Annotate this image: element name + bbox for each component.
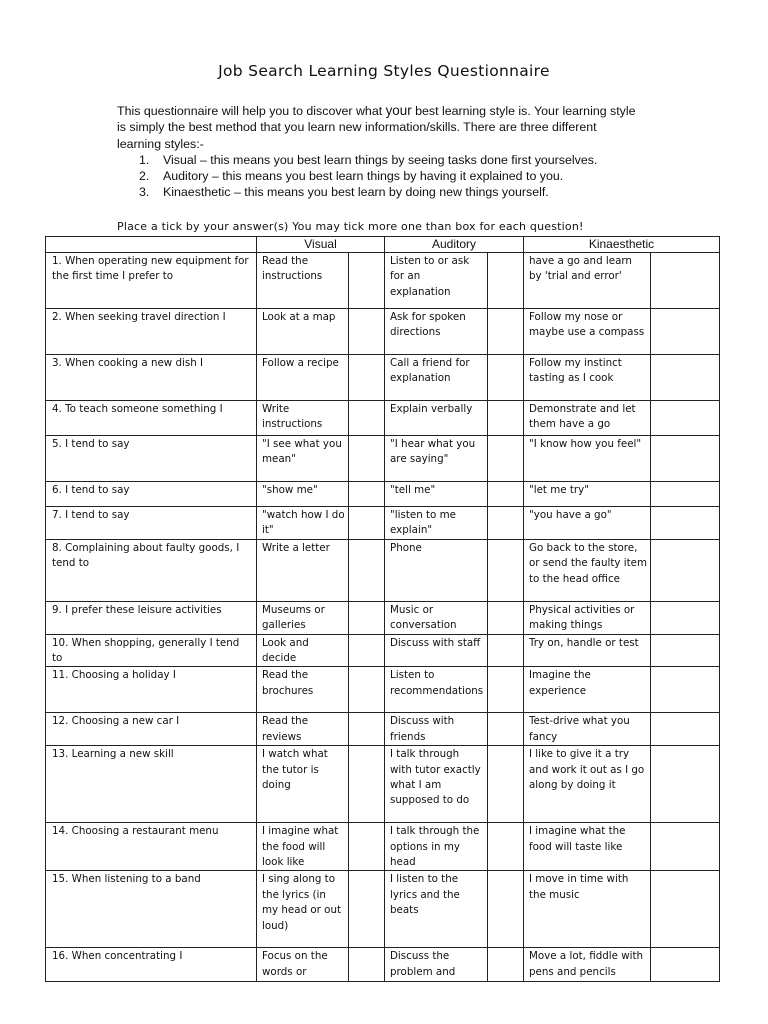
auditory-option: Discuss with friends [385, 713, 488, 746]
question-cell: 10. When shopping, generally I tend to [46, 634, 257, 667]
auditory-option: Listen to or ask for an explanation [385, 253, 488, 309]
visual-tick-box[interactable] [349, 746, 385, 823]
kinaesthetic-tick-box[interactable] [651, 713, 720, 746]
kinaesthetic-tick-box[interactable] [651, 601, 720, 634]
table-row [46, 823, 720, 871]
visual-tick-box[interactable] [349, 253, 385, 309]
kinaesthetic-option: Follow my instinct tasting as I cook [524, 355, 651, 401]
visual-option: Write a letter [257, 539, 349, 601]
header-kinaesthetic: Kinaesthetic [524, 237, 720, 253]
question-cell: 3. When cooking a new dish I [46, 355, 257, 401]
auditory-tick-box[interactable] [488, 601, 524, 634]
table-row [46, 601, 720, 634]
kinaesthetic-tick-box[interactable] [651, 482, 720, 507]
visual-tick-box[interactable] [349, 507, 385, 540]
kinaesthetic-tick-box[interactable] [651, 871, 720, 948]
kinaesthetic-tick-box[interactable] [651, 948, 720, 982]
table-row [46, 401, 720, 436]
intro-text-start: This questionnaire will help you to discover what [117, 104, 386, 118]
auditory-option: Call a friend for explanation [385, 355, 488, 401]
style-item-auditory: 2. Auditory – this means you best learn things by having it explained to you. [139, 168, 564, 183]
table-row [46, 871, 720, 948]
kinaesthetic-option: Move a lot, fiddle with pens and pencils [524, 948, 651, 982]
table-row [46, 482, 720, 507]
auditory-tick-box[interactable] [488, 667, 524, 713]
intro-paragraph [117, 103, 637, 152]
auditory-tick-box[interactable] [488, 634, 524, 667]
style-description: – this means you best learn by doing new things yourself. [230, 184, 549, 199]
kinaesthetic-option: I imagine what the food will taste like [524, 823, 651, 871]
kinaesthetic-option: Physical activities or making things [524, 601, 651, 634]
auditory-tick-box[interactable] [488, 539, 524, 601]
visual-option: "watch how I do it" [257, 507, 349, 540]
auditory-tick-box[interactable] [488, 436, 524, 482]
table-row [46, 539, 720, 601]
visual-option: Read the instructions [257, 253, 349, 309]
kinaesthetic-option: Imagine the experience [524, 667, 651, 713]
auditory-option: Ask for spoken directions [385, 309, 488, 355]
kinaesthetic-option: "let me try" [524, 482, 651, 507]
kinaesthetic-tick-box[interactable] [651, 355, 720, 401]
kinaesthetic-tick-box[interactable] [651, 253, 720, 309]
auditory-option: Explain verbally [385, 401, 488, 436]
kinaesthetic-option: Test-drive what you fancy [524, 713, 651, 746]
auditory-option: "I hear what you are saying" [385, 436, 488, 482]
kinaesthetic-tick-box[interactable] [651, 823, 720, 871]
instruction-text: Place a tick by your answer(s) You may tick more one than box for each question! [117, 220, 584, 233]
learning-styles-list [117, 152, 637, 200]
visual-option: Focus on the words or [257, 948, 349, 982]
question-cell: 13. Learning a new skill [46, 746, 257, 823]
visual-tick-box[interactable] [349, 823, 385, 871]
question-cell: 12. Choosing a new car I [46, 713, 257, 746]
intro-text-end: best learning style is. Your learning style is simply the best method that you learn new information/skills. There are three different learning styles:- [117, 104, 636, 151]
table-row [46, 507, 720, 540]
auditory-tick-box[interactable] [488, 482, 524, 507]
visual-tick-box[interactable] [349, 634, 385, 667]
question-cell: 8. Complaining about faulty goods, I tend to [46, 539, 257, 601]
auditory-option: I talk through with tutor exactly what I am supposed to do [385, 746, 488, 823]
intro-emphasis: your [385, 103, 412, 118]
auditory-tick-box[interactable] [488, 401, 524, 436]
style-item-kinaesthetic: 3. Kinaesthetic – this means you best learn by doing new things yourself. [139, 184, 549, 199]
visual-option: Museums or galleries [257, 601, 349, 634]
auditory-tick-box[interactable] [488, 507, 524, 540]
table-row [46, 948, 720, 982]
auditory-option: "tell me" [385, 482, 488, 507]
kinaesthetic-option: have a go and learn by 'trial and error' [524, 253, 651, 309]
table-body [46, 253, 720, 982]
visual-tick-box[interactable] [349, 355, 385, 401]
page-title: Job Search Learning Styles Questionnaire [218, 62, 550, 80]
kinaesthetic-option: Follow my nose or maybe use a compass [524, 309, 651, 355]
auditory-tick-box[interactable] [488, 253, 524, 309]
question-cell: 4. To teach someone something I [46, 401, 257, 436]
auditory-option: Music or conversation [385, 601, 488, 634]
visual-tick-box[interactable] [349, 482, 385, 507]
visual-tick-box[interactable] [349, 539, 385, 601]
kinaesthetic-tick-box[interactable] [651, 746, 720, 823]
visual-tick-box[interactable] [349, 948, 385, 982]
table-row [46, 634, 720, 667]
kinaesthetic-option: Try on, handle or test [524, 634, 651, 667]
visual-tick-box[interactable] [349, 601, 385, 634]
header-question [46, 237, 257, 253]
question-cell: 11. Choosing a holiday I [46, 667, 257, 713]
auditory-option: I listen to the lyrics and the beats [385, 871, 488, 948]
auditory-tick-box[interactable] [488, 948, 524, 982]
question-cell: 6. I tend to say [46, 482, 257, 507]
style-name: Kinaesthetic [163, 184, 231, 199]
auditory-option: Listen to recommendations [385, 667, 488, 713]
visual-option: "I see what you mean" [257, 436, 349, 482]
table-row [46, 436, 720, 482]
auditory-tick-box[interactable] [488, 355, 524, 401]
kinaesthetic-option: "I know how you feel" [524, 436, 651, 482]
table-row [46, 746, 720, 823]
auditory-option: "listen to me explain" [385, 507, 488, 540]
auditory-tick-box[interactable] [488, 746, 524, 823]
auditory-tick-box[interactable] [488, 309, 524, 355]
question-cell: 15. When listening to a band [46, 871, 257, 948]
visual-option: I imagine what the food will look like [257, 823, 349, 871]
auditory-tick-box[interactable] [488, 871, 524, 948]
auditory-option: Discuss the problem and [385, 948, 488, 982]
question-cell: 7. I tend to say [46, 507, 257, 540]
table-row [46, 713, 720, 746]
table-row [46, 667, 720, 713]
kinaesthetic-option: Go back to the store, or send the faulty item to the head office [524, 539, 651, 601]
visual-option: Read the reviews [257, 713, 349, 746]
kinaesthetic-tick-box[interactable] [651, 309, 720, 355]
kinaesthetic-tick-box[interactable] [651, 667, 720, 713]
visual-option: Follow a recipe [257, 355, 349, 401]
question-cell: 16. When concentrating I [46, 948, 257, 982]
table-header-row [46, 237, 720, 253]
question-cell: 9. I prefer these leisure activities [46, 601, 257, 634]
kinaesthetic-tick-box[interactable] [651, 401, 720, 436]
auditory-option: Phone [385, 539, 488, 601]
visual-option: I watch what the tutor is doing [257, 746, 349, 823]
kinaesthetic-option: Demonstrate and let them have a go [524, 401, 651, 436]
visual-option: I sing along to the lyrics (in my head or out loud) [257, 871, 349, 948]
visual-option: Read the brochures [257, 667, 349, 713]
kinaesthetic-option: I like to give it a try and work it out as I go along by doing it [524, 746, 651, 823]
visual-tick-box[interactable] [349, 436, 385, 482]
visual-option: Look and decide [257, 634, 349, 667]
style-name: Visual [163, 152, 197, 167]
question-cell: 2. When seeking travel direction I [46, 309, 257, 355]
question-cell: 14. Choosing a restaurant menu [46, 823, 257, 871]
visual-tick-box[interactable] [349, 871, 385, 948]
style-description: – this means you best learn things by seeing tasks done first yourselves. [196, 152, 598, 167]
kinaesthetic-tick-box[interactable] [651, 539, 720, 601]
intro-section [117, 103, 637, 200]
style-description: – this means you best learn things by having it explained to you. [208, 168, 564, 183]
kinaesthetic-option: "you have a go" [524, 507, 651, 540]
kinaesthetic-tick-box[interactable] [651, 634, 720, 667]
kinaesthetic-option: I move in time with the music [524, 871, 651, 948]
kinaesthetic-tick-box[interactable] [651, 507, 720, 540]
visual-option: Look at a map [257, 309, 349, 355]
auditory-tick-box[interactable] [488, 713, 524, 746]
auditory-option: I talk through the options in my head [385, 823, 488, 871]
visual-option: "show me" [257, 482, 349, 507]
questionnaire-table [45, 236, 720, 982]
visual-option: Write instructions [257, 401, 349, 436]
table-row [46, 309, 720, 355]
auditory-option: Discuss with staff [385, 634, 488, 667]
table-row [46, 355, 720, 401]
visual-tick-box[interactable] [349, 713, 385, 746]
visual-tick-box[interactable] [349, 401, 385, 436]
style-name: Auditory [163, 168, 209, 183]
question-cell: 5. I tend to say [46, 436, 257, 482]
question-cell: 1. When operating new equipment for the first time I prefer to [46, 253, 257, 309]
header-visual: Visual [257, 237, 385, 253]
style-item-visual: 1. Visual – this means you best learn things by seeing tasks done first yourselves. [139, 152, 598, 167]
visual-tick-box[interactable] [349, 309, 385, 355]
visual-tick-box[interactable] [349, 667, 385, 713]
header-auditory: Auditory [385, 237, 524, 253]
kinaesthetic-tick-box[interactable] [651, 436, 720, 482]
auditory-tick-box[interactable] [488, 823, 524, 871]
table-row [46, 253, 720, 309]
